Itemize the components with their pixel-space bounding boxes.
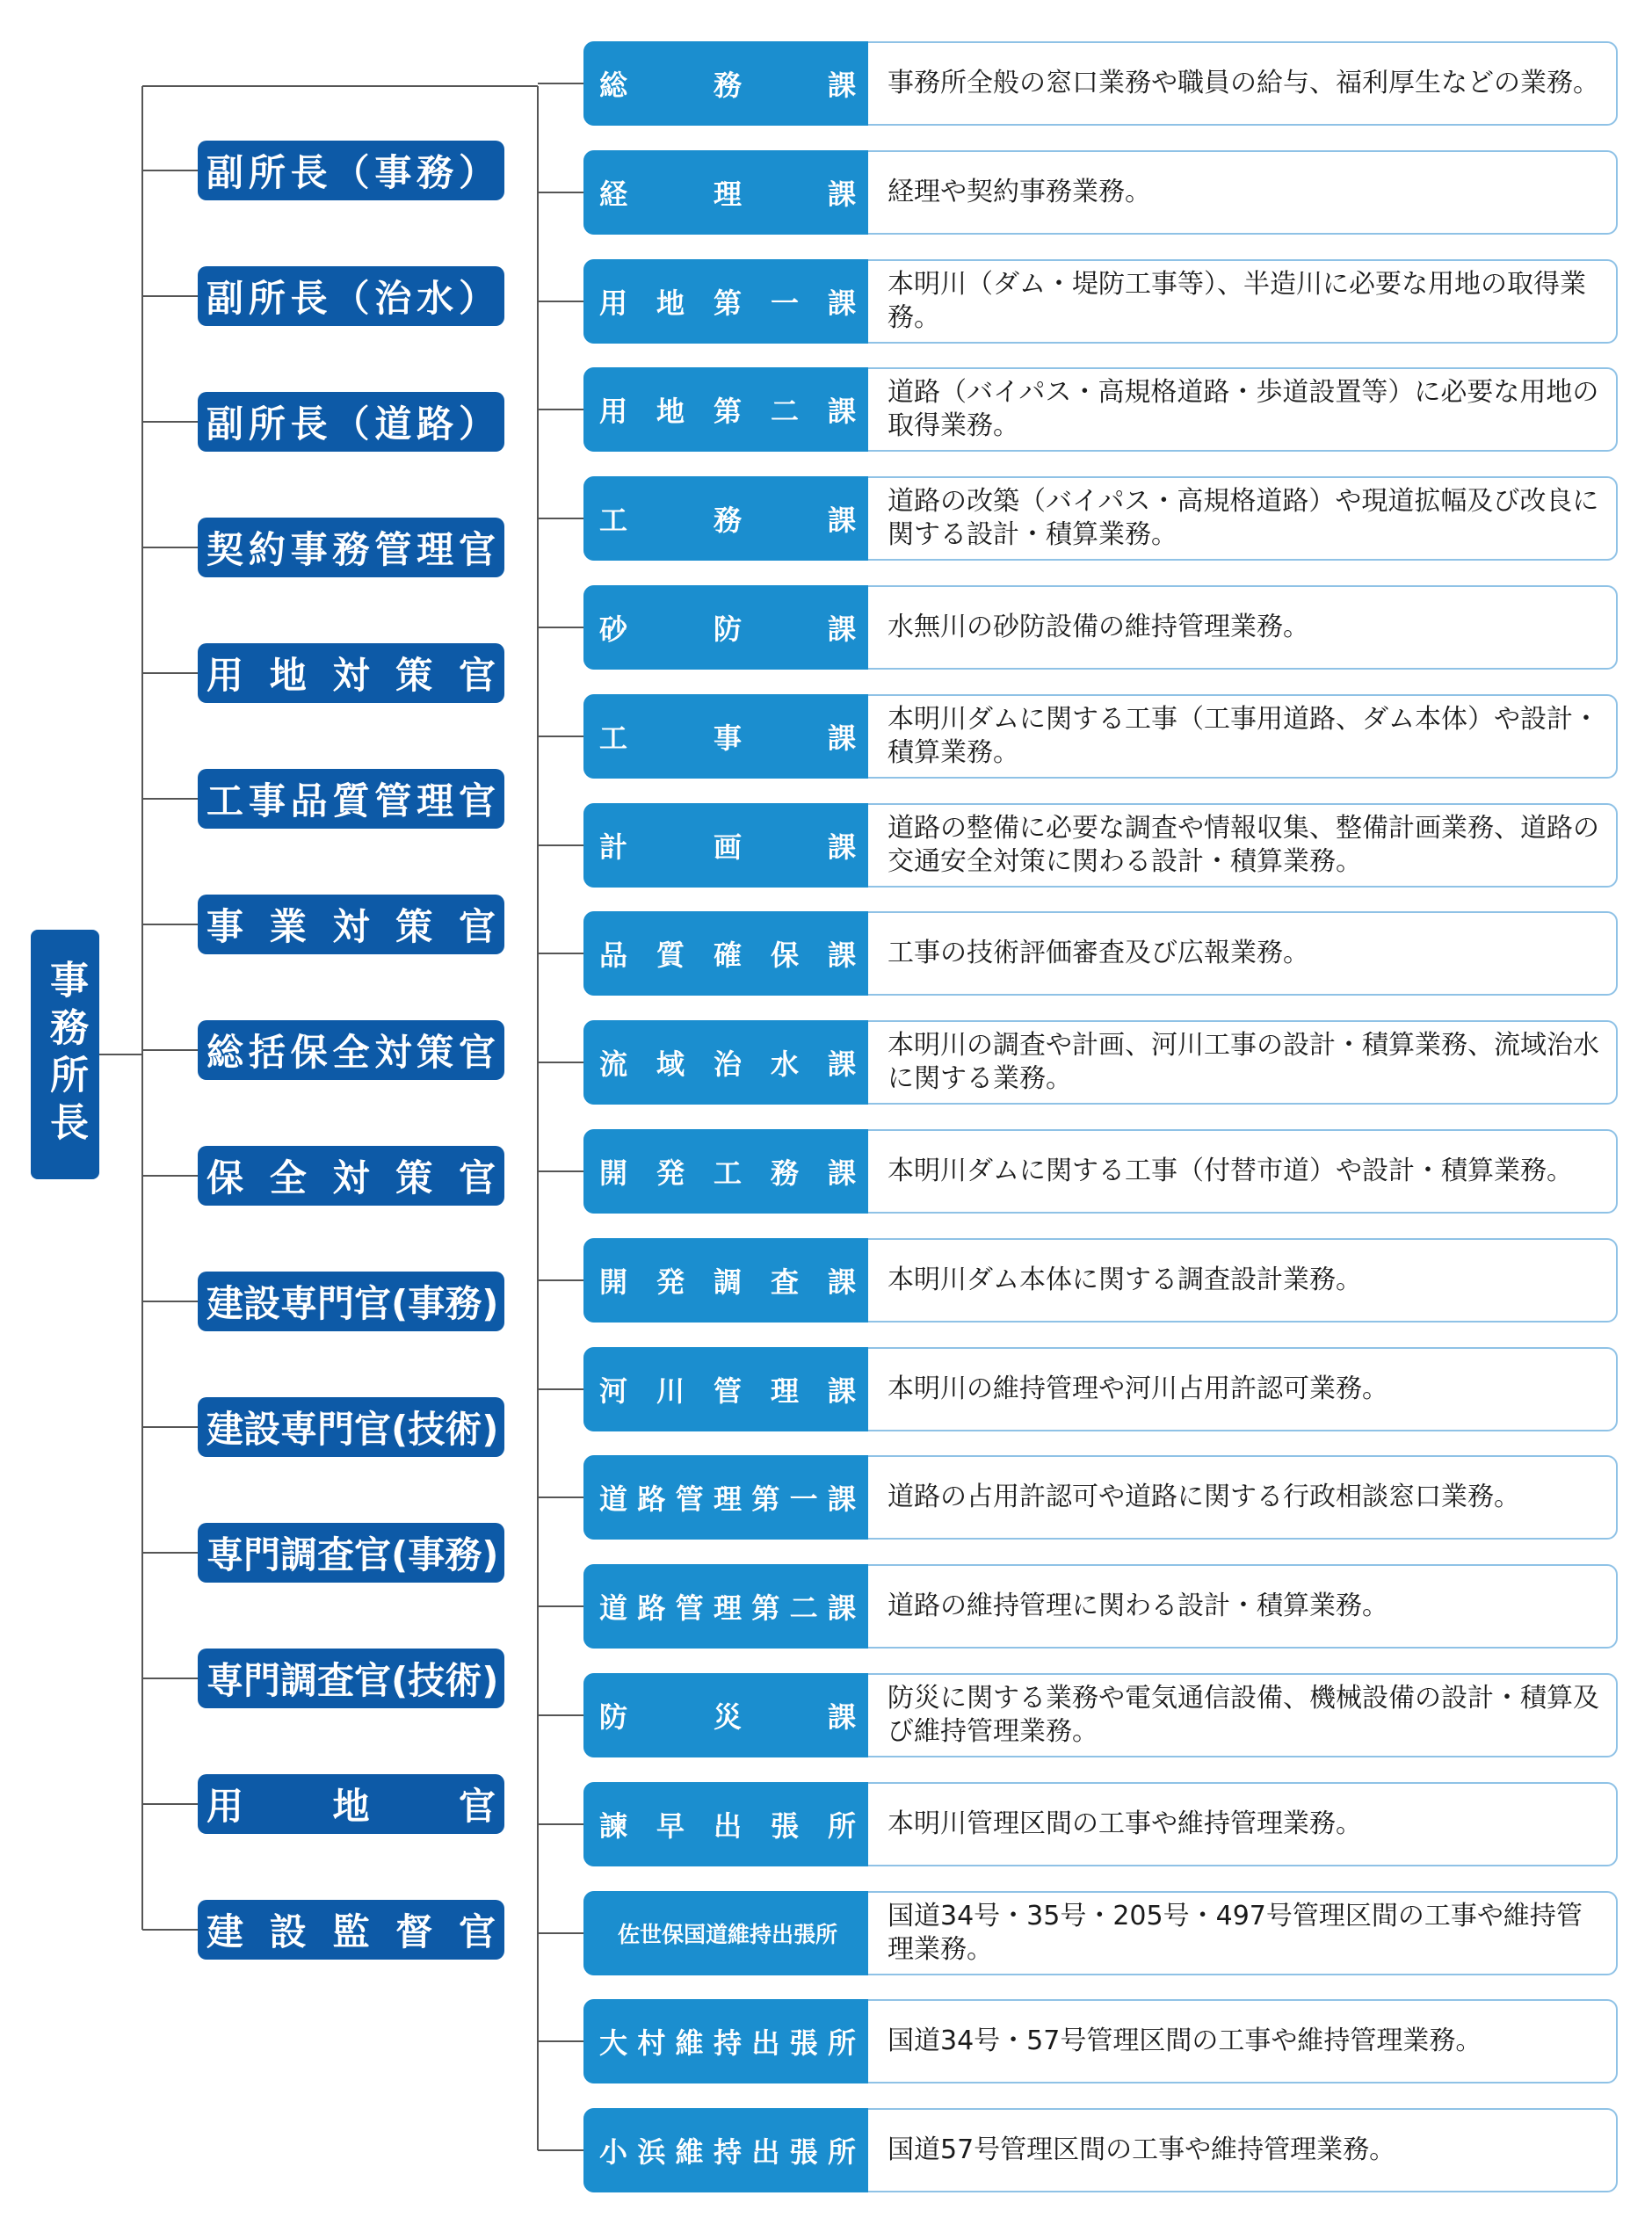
section-name-box: [583, 150, 868, 235]
director-box: 事務所長: [31, 930, 99, 1179]
section-description: 本明川ダム本体に関する調査設計業務。: [888, 1265, 1362, 1295]
section-description: 本明川ダムに関する工事（工事用道路、ダム本体）や設計・積算業務。: [888, 704, 1599, 768]
section-description-box: [888, 1673, 1606, 1757]
section-description-box: [888, 1891, 1606, 1975]
section-description-box: [888, 1129, 1606, 1214]
section-description-box: [888, 1238, 1606, 1323]
section-description: 防災に関する業務や電気通信設備、機械設備の設計・積算及び維持管理業務。: [888, 1683, 1599, 1747]
deputy-box: [198, 518, 504, 577]
section-name-box: [583, 1673, 868, 1757]
section-row: [583, 367, 1618, 452]
section-name: 道路管理第一課: [599, 1482, 856, 1516]
section-name-box: [583, 1564, 868, 1649]
section-name: 大村維持出張所: [599, 2026, 856, 2060]
deputy-box: [198, 1774, 504, 1834]
deputy-box: [198, 1649, 504, 1708]
section-name-box: [583, 1020, 868, 1105]
section-description-box: [888, 585, 1606, 670]
section-description-box: [888, 1020, 1606, 1105]
section-name: 用地第一課: [599, 286, 856, 320]
section-description: 本明川の維持管理や河川占用許認可業務。: [888, 1373, 1388, 1404]
section-name: 河川管理課: [599, 1374, 856, 1408]
deputy-label: 副所長（治水）: [206, 277, 496, 320]
section-description: 道路の占用許認可や道路に関する行政相談窓口業務。: [888, 1482, 1520, 1512]
section-row: [583, 1999, 1618, 2083]
section-description: 道路の改築（バイパス・高規格道路）や現道拡幅及び改良に関する設計・積算業務。: [888, 486, 1599, 550]
section-row: [583, 1347, 1618, 1431]
section-name: 佐世保国道維持出張所: [617, 1922, 837, 1947]
section-row: [583, 41, 1618, 126]
deputy-label: 専門調査官(事務): [206, 1533, 499, 1576]
section-description: 道路の整備に必要な調査や情報収集、整備計画業務、道路の交通安全対策に関わる設計・積算業務。: [888, 813, 1599, 877]
section-description: 事務所全般の窓口業務や職員の給与、福利厚生などの業務。: [888, 68, 1599, 98]
section-description: 工事の技術評価審査及び広報業務。: [888, 938, 1309, 968]
deputy-box: [198, 1900, 504, 1960]
deputy-label: 建設専門官(事務): [206, 1282, 499, 1325]
section-description-box: [888, 367, 1606, 452]
deputy-box: [198, 895, 504, 954]
deputy-box: [198, 1523, 504, 1583]
section-description: 道路（バイパス・高規格道路・歩道設置等）に必要な用地の取得業務。: [888, 377, 1599, 441]
section-name: 工事課: [599, 721, 856, 755]
section-name: 小浜維持出張所: [599, 2135, 856, 2169]
section-name: 開発調査課: [599, 1265, 856, 1299]
section-name: 用地第二課: [599, 395, 856, 428]
section-name-box: [583, 259, 868, 344]
section-row: [583, 259, 1618, 344]
section-name-box: [583, 41, 868, 126]
section-description: 道路の維持管理に関わる設計・積算業務。: [888, 1591, 1388, 1621]
section-row: [583, 803, 1618, 888]
section-name-box: [583, 476, 868, 561]
section-name: 経理課: [599, 178, 856, 211]
section-name: 諫早出張所: [599, 1809, 856, 1843]
section-name-box: [583, 2108, 868, 2192]
section-row: [583, 150, 1618, 235]
deputy-label: 契約事務管理官: [206, 528, 496, 571]
deputy-box: [198, 769, 504, 829]
section-row: [583, 585, 1618, 670]
section-name: 総務課: [599, 69, 856, 102]
section-row: [583, 694, 1618, 779]
deputy-label: 保全対策官: [206, 1156, 496, 1199]
section-name-box: [583, 1782, 868, 1866]
section-row: [583, 1020, 1618, 1105]
section-description-box: [888, 694, 1606, 779]
section-name: 品質確保課: [599, 938, 856, 972]
section-description-box: [888, 41, 1606, 126]
section-row: [583, 2108, 1618, 2192]
deputy-label: 副所長（道路）: [206, 402, 496, 446]
section-name-box: [583, 1347, 868, 1431]
section-name: 工務課: [599, 504, 856, 537]
section-name: 道路管理第二課: [599, 1591, 856, 1625]
section-row: [583, 1129, 1618, 1214]
section-name-box: [583, 1455, 868, 1540]
deputy-box: [198, 266, 504, 326]
section-name-box: [583, 803, 868, 888]
section-description: 水無川の砂防設備の維持管理業務。: [888, 612, 1309, 642]
deputy-box: [198, 1020, 504, 1080]
deputy-box: [198, 1146, 504, 1206]
section-name-box: [583, 911, 868, 996]
deputy-box: [198, 1272, 504, 1331]
section-description-box: [888, 1999, 1606, 2083]
section-name: 開発工務課: [599, 1156, 856, 1190]
section-description-box: [888, 1782, 1606, 1866]
deputy-label: 副所長（事務）: [206, 151, 496, 194]
section-description-box: [888, 803, 1606, 888]
section-description-box: [888, 2108, 1606, 2192]
deputy-box: [198, 643, 504, 703]
section-name: 防災課: [599, 1700, 856, 1734]
deputy-label: 建設専門官(技術): [206, 1408, 499, 1451]
section-row: [583, 1782, 1618, 1866]
section-row: [583, 1455, 1618, 1540]
section-description-box: [888, 1564, 1606, 1649]
deputy-box: [198, 1397, 504, 1457]
section-name-box: [583, 1999, 868, 2083]
section-row: [583, 911, 1618, 996]
deputy-box: [198, 141, 504, 200]
section-name: 砂防課: [599, 612, 856, 646]
section-name: 計画課: [599, 830, 856, 864]
deputy-label: 工事品質管理官: [206, 779, 496, 823]
deputy-box: [198, 392, 504, 452]
section-description: 国道34号・35号・205号・497号管理区間の工事や維持管理業務。: [888, 1901, 1583, 1965]
section-name-box: [583, 694, 868, 779]
section-name-box: [583, 1238, 868, 1323]
section-name-box: [583, 1891, 868, 1975]
section-description: 国道57号管理区間の工事や維持管理業務。: [888, 2134, 1396, 2165]
section-row: [583, 1673, 1618, 1757]
section-description-box: [888, 259, 1606, 344]
section-name-box: [583, 367, 868, 452]
section-description: 国道34号・57号管理区間の工事や維持管理業務。: [888, 2025, 1482, 2056]
deputy-label: 事業対策官: [206, 905, 496, 948]
deputy-label: 用地対策官: [206, 654, 496, 697]
deputy-label: 専門調査官(技術): [206, 1659, 499, 1702]
section-name: 流域治水課: [599, 1047, 856, 1081]
section-description: 本明川ダムに関する工事（付替市道）や設計・積算業務。: [888, 1156, 1573, 1186]
deputy-label: 総括保全対策官: [206, 1031, 496, 1074]
deputy-label: 建設監督官: [206, 1910, 496, 1953]
section-description-box: [888, 1455, 1606, 1540]
section-description-box: [888, 911, 1606, 996]
section-row: [583, 476, 1618, 561]
section-description: 本明川の調査や計画、河川工事の設計・積算業務、流域治水に関する業務。: [888, 1030, 1599, 1094]
section-description-box: [888, 150, 1606, 235]
section-name-box: [583, 585, 868, 670]
section-description-box: [888, 476, 1606, 561]
deputy-label: 用地官: [206, 1785, 496, 1828]
section-description: 本明川管理区間の工事や維持管理業務。: [888, 1808, 1362, 1839]
section-description: 本明川（ダム・堤防工事等）、半造川に必要な用地の取得業務。: [888, 269, 1586, 333]
section-row: [583, 1564, 1618, 1649]
section-description-box: [888, 1347, 1606, 1431]
section-name-box: [583, 1129, 868, 1214]
section-row: [583, 1891, 1618, 1975]
section-description: 経理や契約事務業務。: [888, 177, 1151, 207]
section-row: [583, 1238, 1618, 1323]
